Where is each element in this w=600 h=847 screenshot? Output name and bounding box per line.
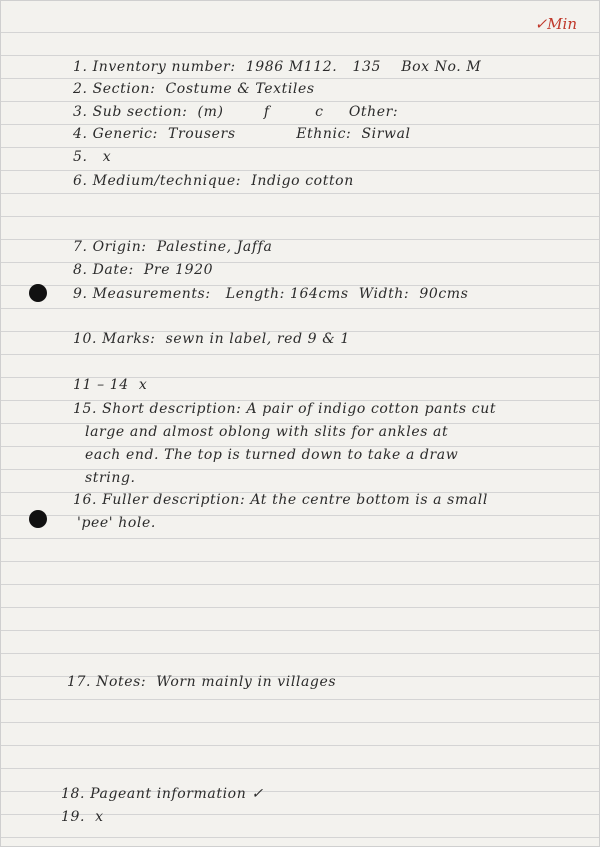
line-short-description-3: each end. The top is turned down to take a draw (85, 447, 459, 463)
line-notes: 17. Notes: Worn mainly in villages (67, 674, 337, 690)
corner-check-mark: ✓Min (534, 15, 577, 33)
line-sub-section: 3. Sub section: (m) f c Other: (73, 104, 399, 120)
line-marks: 10. Marks: sewn in label, red 9 & 1 (73, 331, 350, 347)
line-19: 19. x (61, 809, 104, 825)
line-date: 8. Date: Pre 1920 (73, 262, 214, 278)
line-pageant-information: 18. Pageant information ✓ (61, 786, 264, 802)
line-origin: 7. Origin: Palestine, Jaffa (73, 239, 273, 255)
line-short-description-1: 15. Short description: A pair of indigo cotton pants cut (73, 401, 497, 417)
line-generic: 4. Generic: Trousers Ethnic: Sirwal (73, 126, 411, 142)
punch-hole-top (29, 284, 47, 302)
line-fuller-description-1: 16. Fuller description: At the centre bottom is a small (73, 492, 488, 508)
line-medium-technique: 6. Medium/technique: Indigo cotton (73, 173, 354, 189)
line-section: 2. Section: Costume & Textiles (73, 81, 315, 97)
line-short-description-4: string. (85, 470, 136, 486)
punch-hole-bottom (29, 510, 47, 528)
line-5: 5. x (73, 149, 112, 165)
line-inventory-number: 1. Inventory number: 1986 M112. 135 Box No. M (73, 59, 482, 75)
line-short-description-2: large and almost oblong with slits for ankles at (85, 424, 449, 440)
line-fuller-description-2: 'pee' hole. (77, 515, 156, 531)
line-measurements: 9. Measurements: Length: 164cms Width: 90cms (73, 286, 469, 302)
line-11-14: 11 – 14 x (73, 377, 148, 393)
